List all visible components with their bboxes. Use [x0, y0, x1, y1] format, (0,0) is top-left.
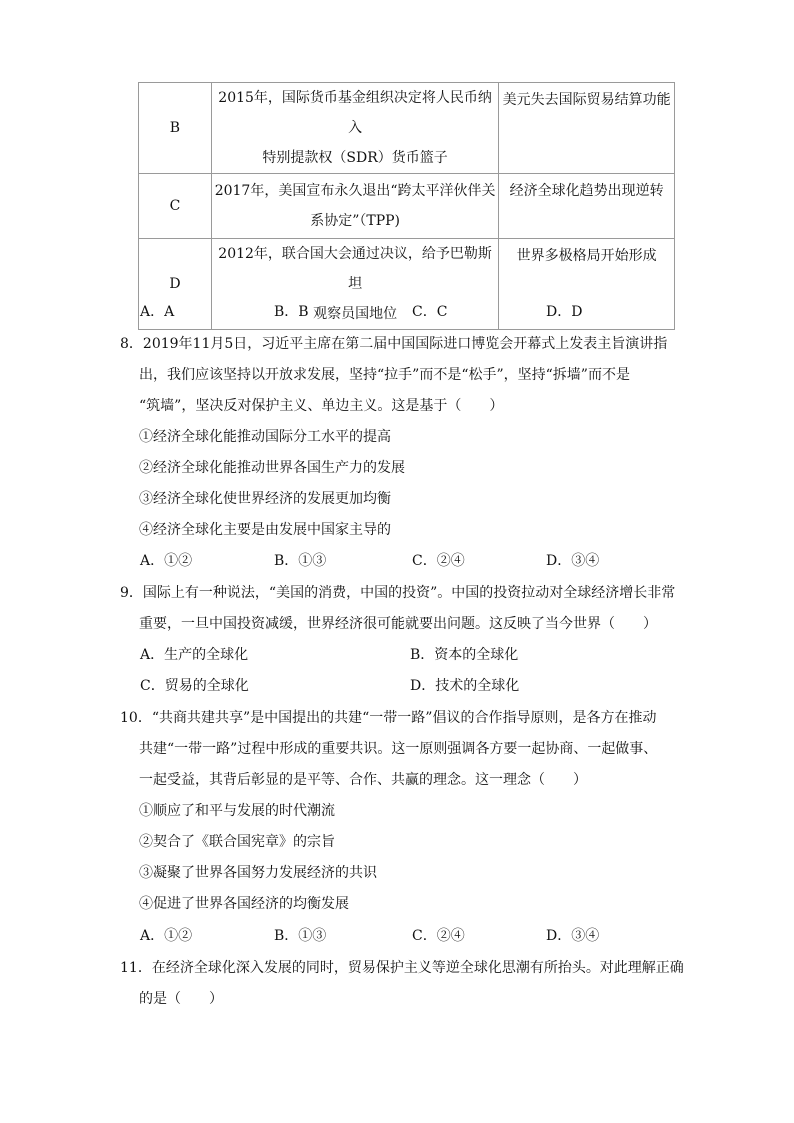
row-event: 2012年，联合国大会通过决议，给予巴勒斯坦 观察员国地位 — [211, 239, 498, 330]
q8-statement: ②经济全球化能推动世界各国生产力的发展 — [139, 460, 405, 476]
option-c[interactable]: C．贸易的全球化 — [140, 678, 249, 694]
answer-options-table — [138, 82, 675, 330]
q10-stem-line: 10．“共商共建共享”是中国提出的共建“一带一路”倡议的合作指导原则，是各方在推动 — [120, 710, 657, 726]
option-c[interactable]: C．②④ — [412, 553, 465, 569]
q8-statement: ①经济全球化能推动国际分工水平的提高 — [139, 429, 391, 445]
q10-statement: ②契合了《联合国宪章》的宗旨 — [139, 834, 335, 850]
row-meaning: 经济全球化趋势出现逆转 — [499, 174, 675, 239]
q8-stem-line: 8．2019年11月5日，习近平主席在第二届中国国际进口博览会开幕式上发表主旨演讲指 — [120, 336, 668, 352]
q8-stem-line: 出，我们应该坚持以开放求发展，坚持“拉手”而不是“松手”，坚持“拆墙”而不是 — [139, 367, 630, 383]
row-meaning: 美元失去国际贸易结算功能 — [499, 83, 675, 174]
option-a[interactable]: A．①② — [140, 553, 193, 569]
row-event: 2015年，国际货币基金组织决定将人民币纳入 特别提款权（SDR）货币篮子 — [211, 83, 498, 174]
row-meaning: 世界多极格局开始形成 — [499, 239, 675, 330]
q9-stem-line: 重要，一旦中国投资减缓，世界经济很可能就要出问题。这反映了当今世界（ ） — [139, 616, 657, 632]
row-event: 2017年，美国宣布永久退出“跨太平洋伙伴关 系协定”（TPP) — [211, 174, 498, 239]
option-a[interactable]: A．生产的全球化 — [140, 647, 249, 663]
q10-statement: ①顺应了和平与发展的时代潮流 — [139, 803, 335, 819]
q10-stem-line: 共建“一带一路”过程中形成的重要共识。这一原则强调各方要一起协商、一起做事、 — [139, 741, 658, 757]
option-a[interactable]: A．①② — [140, 928, 193, 944]
q11-stem-line: 11．在经济全球化深入发展的同时，贸易保护主义等逆全球化思潮有所抬头。对此理解正确 — [120, 960, 684, 976]
option-b[interactable]: B．①③ — [274, 553, 327, 569]
option-b[interactable]: B．B — [274, 304, 309, 320]
option-b[interactable]: B．①③ — [274, 928, 327, 944]
q8-stem-line: “筑墙”，坚决反对保护主义、单边主义。这是基于（ ） — [139, 398, 504, 414]
table-row — [139, 239, 675, 330]
q9-stem-line: 9．国际上有一种说法，“美国的消费，中国的投资”。中国的投资拉动对全球经济增长非常 — [120, 585, 676, 601]
q8-statement: ③经济全球化使世界经济的发展更加均衡 — [139, 491, 391, 507]
q10-statement: ③凝聚了世界各国努力发展经济的共识 — [139, 865, 377, 881]
row-label: D — [139, 239, 212, 330]
option-d[interactable]: D．③④ — [546, 553, 600, 569]
option-c[interactable]: C．②④ — [412, 928, 465, 944]
q10-statement: ④促进了世界各国经济的均衡发展 — [139, 896, 349, 912]
option-c[interactable]: C．C — [412, 304, 448, 320]
option-d[interactable]: D．技术的全球化 — [410, 678, 520, 694]
row-label: B — [139, 83, 212, 174]
row-label: C — [139, 174, 212, 239]
table-row — [139, 174, 675, 239]
option-d[interactable]: D．D — [546, 304, 583, 320]
q10-stem-line: 一起受益，其背后彰显的是平等、合作、共赢的理念。这一理念（ ） — [139, 772, 587, 788]
q11-stem-line: 的是（ ） — [139, 991, 223, 1007]
option-a[interactable]: A．A — [140, 304, 175, 320]
option-d[interactable]: D．③④ — [546, 928, 600, 944]
q8-statement: ④经济全球化主要是由发展中国家主导的 — [139, 522, 391, 538]
table-row — [139, 83, 675, 174]
option-b[interactable]: B．资本的全球化 — [410, 647, 519, 663]
